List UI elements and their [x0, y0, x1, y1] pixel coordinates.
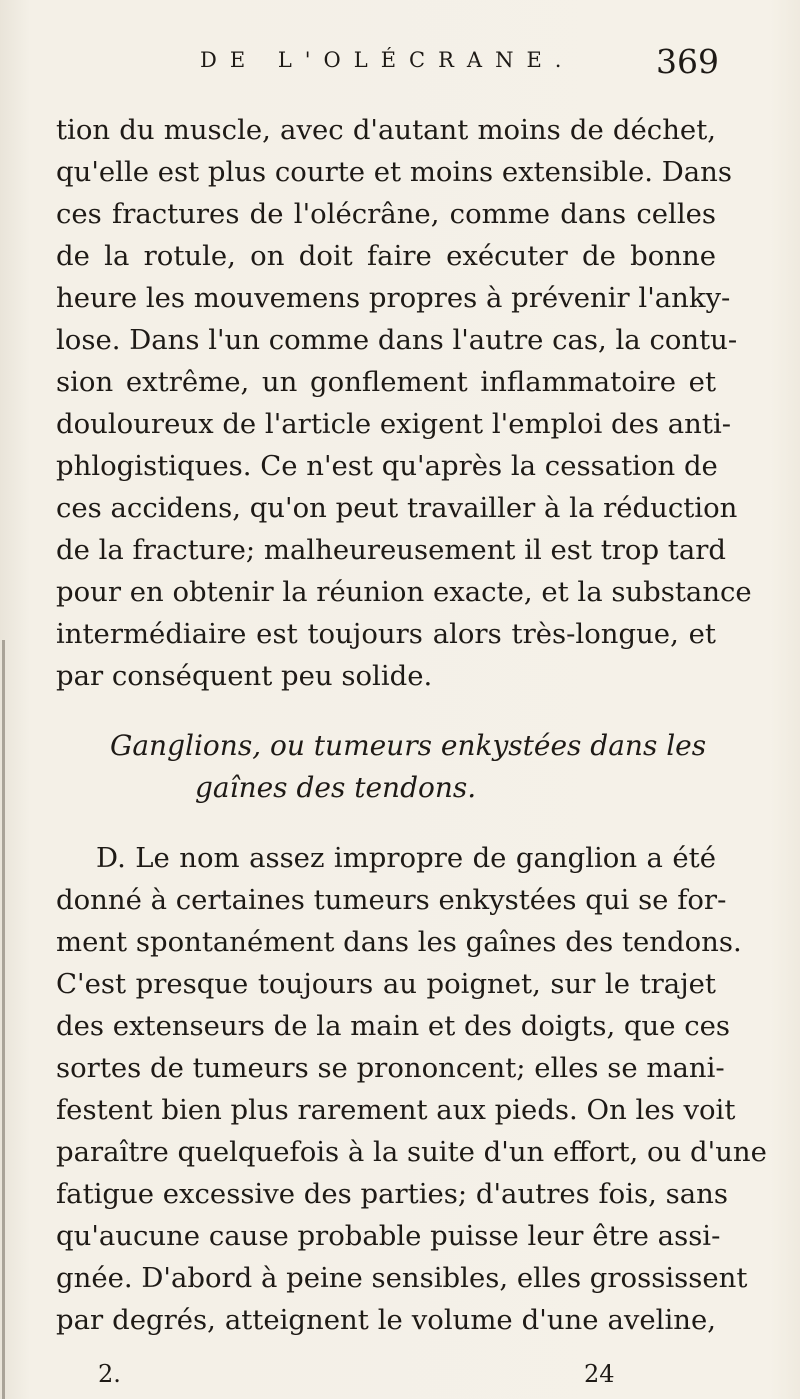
text-line: qu'elle est plus courte et moins extensible. Dans	[56, 156, 732, 188]
text-line: de la fracture; malheureusement il est trop tard	[56, 534, 727, 566]
heading-line: Ganglions, ou tumeurs enkystées dans les	[110, 729, 707, 762]
text-line: fatigue excessive des parties; d'autres fois, sans	[56, 1178, 728, 1210]
text-line: pour en obtenir la réunion exacte, et la substance	[56, 576, 752, 608]
text-line: tion du muscle, avec d'autant moins de déchet,	[56, 114, 716, 146]
text-line: sion extrême, un gonflement inflammatoire et	[56, 366, 716, 398]
text-line: D. Le nom assez impropre de ganglion a été	[96, 842, 716, 874]
text-line: sortes de tumeurs se prononcent; elles se mani-	[56, 1052, 725, 1084]
text-line: lose. Dans l'un comme dans l'autre cas, la contu-	[56, 324, 738, 356]
text-line: C'est presque toujours au poignet, sur le trajet	[56, 968, 716, 1000]
page-number: 369	[656, 42, 719, 81]
text-line: ment spontanément dans les gaînes des tendons.	[56, 926, 742, 958]
text-line: des extenseurs de la main et des doigts, que ces	[56, 1010, 731, 1042]
text-line: qu'aucune cause probable puisse leur être assi-	[56, 1220, 721, 1252]
text-line: festent bien plus rarement aux pieds. On les voit	[56, 1094, 736, 1126]
text-line: de la rotule, on doit faire exécuter de bonne	[56, 240, 716, 272]
catchword: 24	[584, 1360, 615, 1388]
text-line: par degrés, atteignent le volume d'une aveline,	[56, 1304, 716, 1336]
text-line: par conséquent peu solide.	[56, 660, 433, 692]
running-head: DE L'OLÉCRANE.	[200, 48, 575, 72]
text-line: paraître quelquefois à la suite d'un effort, ou d'une	[56, 1136, 767, 1168]
text-line: gnée. D'abord à peine sensibles, elles grossissent	[56, 1262, 748, 1294]
text-line: donné à certaines tumeurs enkystées qui se for-	[56, 884, 727, 916]
heading-line: gaînes des tendons.	[195, 771, 477, 804]
signature-mark: 2.	[98, 1360, 121, 1388]
text-line: douloureux de l'article exigent l'emploi des anti-	[56, 408, 732, 440]
page-header	[200, 42, 720, 98]
text-line: intermédiaire est toujours alors très-longue, et	[56, 618, 716, 650]
text-line: heure les mouvemens propres à prévenir l'anky-	[56, 282, 731, 314]
text-line: phlogistiques. Ce n'est qu'après la cessation de	[56, 450, 718, 482]
text-line: ces accidens, qu'on peut travailler à la réduction	[56, 492, 738, 524]
binding-edge	[2, 640, 5, 1399]
text-line: ces fractures de l'olécrâne, comme dans celles	[56, 198, 716, 230]
